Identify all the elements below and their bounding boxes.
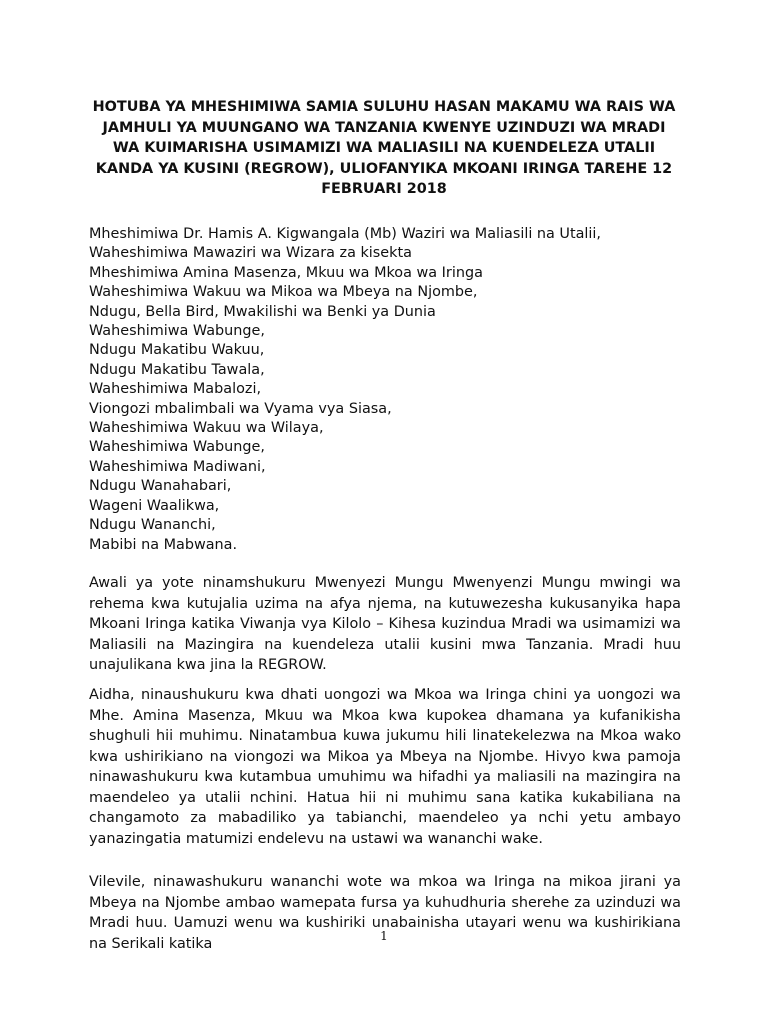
salutation-line: Mabibi na Mabwana.: [89, 536, 238, 553]
salutation-line: Wageni Waalikwa,: [89, 497, 220, 514]
body-paragraph: Vilevile, ninawashukuru wananchi wote wa mkoa wa Iringa na mikoa jirani ya Mbeya na Njombe ambao wamepata fursa ya kuhudhuria sherehe za uzinduzi wa Mradi huu. Uamuzi wenu wa kushiriki unabainisha utayari wenu wa kushirikiana na Serikali katika: [89, 874, 681, 952]
salutation-line: Waheshimiwa Mabalozi,: [89, 381, 262, 398]
salutation-line: Waheshimiwa Wabunge,: [89, 439, 265, 456]
salutation-line: Waheshimiwa Madiwani,: [89, 458, 266, 475]
salutation-line: Waheshimiwa Mawaziri wa Wizara za kisekta: [89, 245, 412, 262]
salutation-line: Mheshimiwa Dr. Hamis A. Kigwangala (Mb) Waziri wa Maliasili na Utalii,: [89, 226, 601, 242]
salutation-line: Waheshimiwa Wabunge,: [89, 323, 265, 340]
body-paragraph: Awali ya yote ninamshukuru Mwenyezi Mungu Mwenyenzi Mungu mwingi wa rehema kwa kutujalia uzima na afya njema, na kutuwezesha kukusanyika hapa Mkoani Iringa katika Viwanja vya Kilolo – Kihesa kuzindua Mradi wa usimamizi wa Maliasili na Mazingira na kuendeleza utalii kusini mwa Tanzania. Mradi huu unajulikana kwa jina la REGROW.: [89, 575, 681, 673]
salutation-line: Ndugu Makatibu Tawala,: [89, 361, 265, 378]
salutations-list: [89, 225, 601, 555]
page-number: 1: [380, 929, 388, 943]
salutation-line: Viongozi mbalimbali wa Vyama vya Siasa,: [89, 400, 392, 417]
salutation-line: Ndugu Makatibu Wakuu,: [89, 342, 265, 359]
salutation-line: Ndugu Wanahabari,: [89, 478, 232, 495]
salutation-line: Ndugu Wananchi,: [89, 517, 216, 534]
salutation-line: Waheshimiwa Wakuu wa Wilaya,: [89, 420, 324, 437]
salutation-line: Mheshimiwa Amina Masenza, Mkuu wa Mkoa wa Iringa: [89, 264, 483, 281]
salutation-line: Ndugu, Bella Bird, Mwakilishi wa Benki ya Dunia: [89, 303, 436, 320]
salutation-line: Waheshimiwa Wakuu wa Mikoa wa Mbeya na Njombe,: [89, 284, 478, 301]
body-paragraph: Aidha, ninaushukuru kwa dhati uongozi wa Mkoa wa Iringa chini ya uongozi wa Mhe. Amina Masenza, Mkuu wa Mkoa kwa kupokea dhamana ya kufanikisha shughuli hii muhimu. Ninatambua kuwa jukumu hili linatekelezwa na Mkoa wako kwa ushirikiano na viongozi wa Mikoa ya Mbeya na Njombe. Hivyo kwa pamoja ninawashukuru kwa kutambua umuhimu wa hifadhi ya maliasili na mazingira na maendeleo ya utalii nchini. Hatua hii ni muhimu sana katika kukabiliana na changamoto za mabadiliko ya tabianchi, maendeleo ya nchi yetu ambayo yanazingatia matumizi endelevu na ustawi wa wananchi wake.: [89, 687, 681, 847]
speech-title: HOTUBA YA MHESHIMIWA SAMIA SULUHU HASAN MAKAMU WA RAIS WA JAMHULI YA MUUNGANO WA TANZANIA KWENYE UZINDUZI WA MRADI WA KUIMARISHA USIMAMIZI WA MALIASILI NA KUENDELEZA UTALII KANDA YA KUSINI (REGROW), ULIOFANYIKA MKOANI IRINGA TAREHE 12 FEBRUARI 2018: [92, 99, 676, 197]
